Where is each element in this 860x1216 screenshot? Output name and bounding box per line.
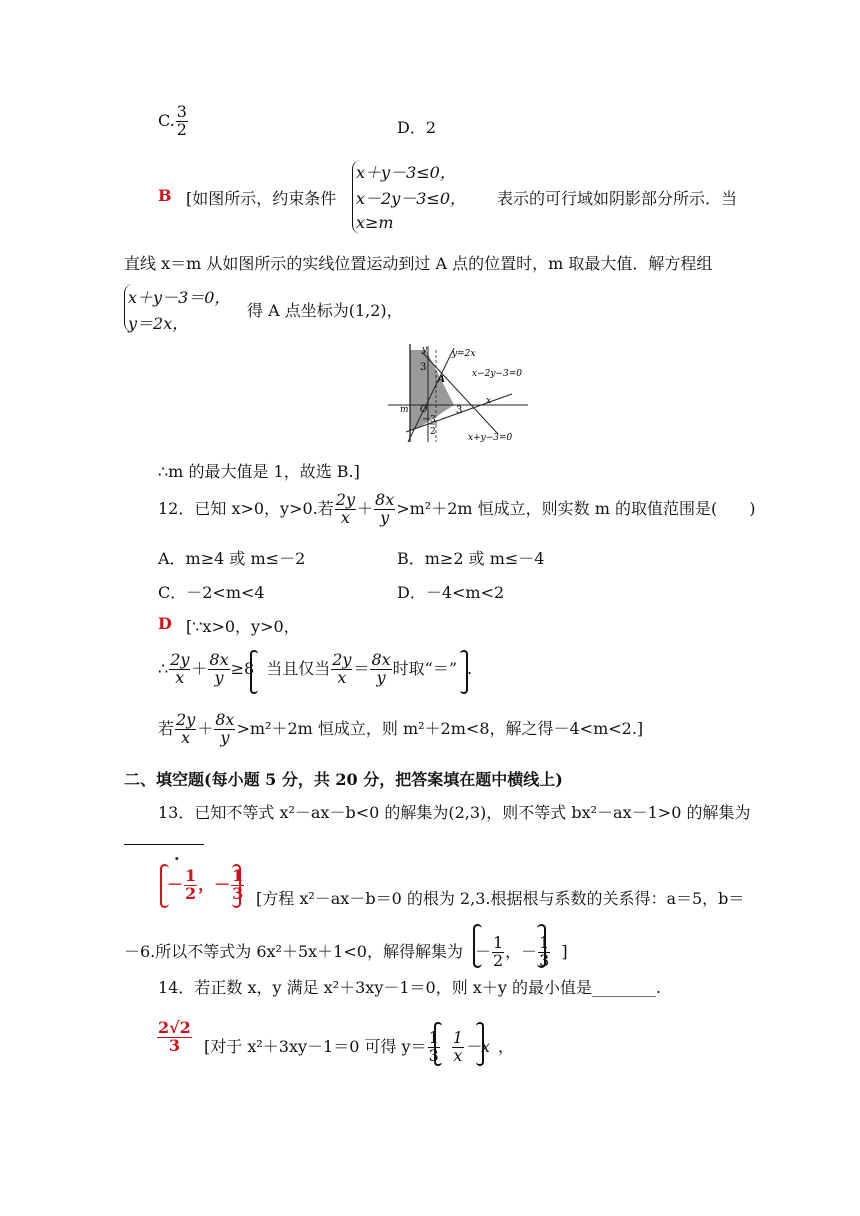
answer12-line2: [158, 652, 472, 687]
frac-num: 8x: [371, 650, 391, 669]
answer12-line1: [∵x>0，y>0，: [186, 617, 300, 636]
tick-3-y: 3: [420, 362, 427, 373]
answer11-line2: 直线 x＝m 从如图所示的实线位置运动到过 A 点的位置时，m 取最大值．解方程组: [124, 254, 713, 273]
answer13-line2: [124, 935, 568, 970]
constraint-3: x≥m: [356, 213, 394, 232]
frac-num: 1: [452, 1028, 463, 1047]
label-l2: x−2y−3=0: [472, 369, 522, 379]
frac-den: 3: [168, 1035, 180, 1055]
comma-minus: ，－: [505, 941, 538, 961]
equation-2: y＝2x，: [128, 314, 189, 333]
answer13-line2-text: －6.所以不等式为 6x²＋5x＋1<0，解得解集为: [124, 941, 463, 961]
frac-2y-x: [331, 652, 352, 687]
frac-2root2-3: [157, 1020, 192, 1055]
minus: －: [167, 874, 184, 894]
frac-num: 3: [176, 102, 187, 121]
frac-den: x: [453, 1045, 463, 1065]
q12-option-b: B．m≥2 或 m≤－4: [397, 549, 545, 568]
plus: ＋: [191, 658, 208, 678]
comma-minus: ，－: [198, 874, 231, 894]
answer14-text: [204, 1030, 514, 1065]
section-heading: 二、填空题(每小题 5 分，共 20 分，把答案填在题中横线上): [124, 770, 563, 789]
frac-num: 8x: [375, 490, 395, 509]
answer12-line3-text: >m²＋2m 恒成立，则 m²＋2m<8，解之得－4<m<2.]: [236, 718, 644, 738]
frac-den: x: [337, 667, 347, 687]
label-x: x: [486, 396, 492, 406]
label-y: y: [422, 345, 428, 355]
frac-num: 8x: [215, 710, 235, 729]
frac-den: 3: [539, 950, 550, 970]
frac-den: y: [376, 667, 386, 687]
label-l3: x+y−3=0: [468, 433, 513, 443]
frac-8x-y: [208, 652, 229, 687]
answer11-post: 表示的可行域如阴影部分所示．当: [497, 189, 738, 208]
answer13-text: [方程 x²－ax－b＝0 的根为 2,3.根据根与系数的关系得：a＝5，b＝: [256, 889, 745, 908]
comma: ，: [498, 1036, 515, 1056]
q12-post: >m²＋2m 恒成立，则实数 m 的取值范围是( ): [396, 498, 756, 518]
condition-pre: 当且仅当: [266, 658, 331, 678]
if-word: 若: [158, 718, 175, 738]
frac-num: 1: [539, 933, 550, 952]
condition-post: 时取“＝”: [392, 658, 458, 678]
frac-den: y: [220, 727, 230, 747]
geq-8: ≥8: [230, 658, 255, 678]
minus-x: －x: [464, 1036, 490, 1056]
frac-den: 2: [492, 950, 504, 970]
red-right-bracket: [232, 864, 241, 908]
label-A: A: [438, 375, 445, 385]
point-a-text: 得 A 点坐标为(1,2)，: [247, 301, 403, 320]
right-paren: [460, 650, 468, 694]
period: .: [467, 658, 473, 678]
frac-num: 1: [185, 866, 197, 885]
left-paren: [250, 650, 258, 694]
question-14: 14．若正数 x，y 满足 x²＋3xy－1＝0，则 x＋y 的最小值是________.: [158, 978, 662, 997]
frac-2y-x: [169, 652, 190, 687]
label-O: O: [420, 405, 428, 415]
frac-den: 2: [176, 119, 187, 139]
frac-num: 2y: [335, 490, 355, 509]
close-bracket: ]: [561, 941, 568, 961]
equals: ＝: [353, 658, 370, 678]
frac-den: x: [340, 507, 350, 527]
question-12: [158, 492, 755, 527]
label-m: m: [400, 405, 409, 415]
equation-1: x＋y－3＝0，: [128, 288, 231, 307]
tick-neg-den: 2: [430, 427, 436, 437]
label-y2x: y=2x: [452, 349, 476, 359]
right-paren: [476, 1022, 484, 1066]
frac-den: 3: [428, 1045, 439, 1065]
left-bracket: [473, 924, 482, 968]
answer11-conclusion: ∴m 的最大值是 1，故选 B.]: [158, 462, 360, 481]
constraint-1: x＋y－3≤0，: [356, 163, 456, 182]
frac-den: x: [181, 727, 191, 747]
option-c-fraction: [176, 104, 188, 139]
frac-1-x: [452, 1030, 464, 1065]
q12-option-a: A．m≥4 或 m≤－2: [158, 549, 306, 568]
answer14-value: [156, 1020, 193, 1055]
frac-num: 1: [428, 1028, 439, 1047]
answer-letter-11: B: [158, 186, 172, 205]
frac-1-2: [184, 868, 197, 903]
option-d: D．2: [397, 118, 437, 137]
frac-num: 2y: [332, 650, 352, 669]
answer12-line3: [158, 712, 643, 747]
constraint-2: x－2y－3≤0，: [356, 189, 467, 208]
q12-plus: ＋: [357, 498, 374, 518]
frac-num: 8x: [209, 650, 229, 669]
frac-8x-y: [374, 492, 395, 527]
option-c-label: C.: [158, 110, 175, 130]
option-c: [158, 104, 189, 139]
frac-2y-x: [175, 712, 196, 747]
frac-8x-y: [214, 712, 235, 747]
answer-letter-12: D: [158, 614, 172, 633]
tick-minus: −: [422, 414, 431, 425]
frac-num: 2√2: [158, 1018, 191, 1037]
plus: ＋: [197, 718, 214, 738]
frac-den: y: [380, 507, 390, 527]
left-paren: [434, 1022, 442, 1066]
q12-pre: 12．已知 x>0，y>0.若: [158, 498, 334, 518]
frac-2y-x: [335, 492, 356, 527]
answer11-pre: [如图所示，约束条件: [186, 189, 337, 208]
frac-den: 2: [185, 883, 197, 903]
frac-num: 1: [232, 866, 244, 885]
frac-1-2: [492, 935, 504, 970]
frac-num: 1: [492, 933, 504, 952]
frac-den: 3: [232, 883, 244, 903]
frac-8x-y: [370, 652, 391, 687]
tick-neg-num: 3: [430, 415, 436, 425]
frac-den: x: [175, 667, 185, 687]
therefore: ∴: [158, 658, 169, 678]
feasible-region-graph: [378, 342, 538, 446]
answer14-text-pre: [对于 x²＋3xy－1＝0 可得 y＝: [204, 1036, 427, 1056]
q12-option-d: D．－4<m<2: [397, 583, 505, 602]
frac-num: 2y: [170, 650, 190, 669]
frac-num: 2y: [176, 710, 196, 729]
right-bracket: [537, 924, 546, 968]
answer-blank: [124, 832, 204, 845]
frac-den: y: [214, 667, 224, 687]
q12-option-c: C．－2<m<4: [158, 583, 265, 602]
tick-3-x: 3: [456, 405, 463, 416]
minus: －: [474, 941, 491, 961]
question-13: 13．已知不等式 x²－ax－b<0 的解集为(2,3)，则不等式 bx²－ax－1>0 的解集为: [158, 803, 751, 822]
